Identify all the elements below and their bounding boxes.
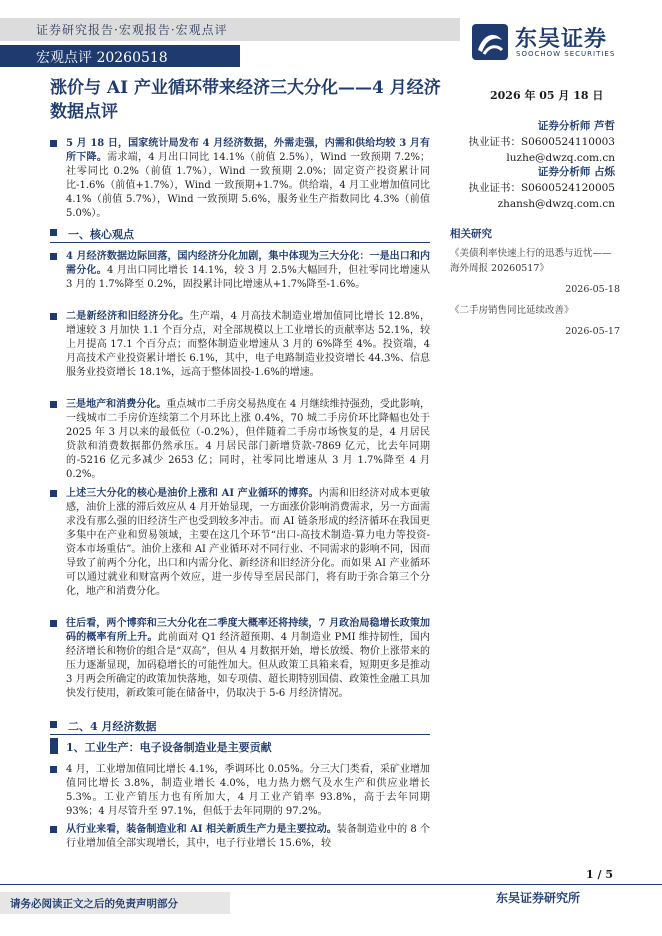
bullet-square-icon (50, 229, 57, 236)
bullet-square-icon (50, 826, 57, 833)
company-logo (470, 22, 620, 64)
related-research (450, 227, 620, 339)
analyst-1 (465, 118, 615, 166)
related-item[interactable]: 《美债利率快速上行的迅悉与近忧——海外周报 20260517》 (450, 248, 612, 274)
disclaimer-text[interactable]: 请务必阅读正文之后的免责声明部分 (10, 898, 178, 910)
bullet-square-icon (50, 490, 57, 497)
industry-paragraph: 4 月，工业增加值同比增长 4.1%，季调环比 0.05%。分三大门类看，采矿业增加值同比增长 3.8%，制造业增长 4.0%，电力热力燃气及水生产和供应业增长 5.3%。工业产销压力也有所加大，4 月工业产销率 93.8%，高于去年同期 93%；4 月尽管升至 97.1%，但低于去年同期的 97.2%。 (50, 763, 430, 819)
core-paragraph: 二是新经济和旧经济分化。生产端，4 月高技术制造业增加值同比增长 12.8%，增速较 3 月加快 1.1 个百分点，对全部规模以上工业增长的贡献率达 52.1%，较上月提高 17.1 个百分点；而整体制造业增速从 3 月的 6%降至 4%。投资端，4 月高技术产业投资累计增长 6.1%，其中，电子电路制造业投资增长 44.3%、信息服务业投资增长 18.1%，远高于整体固投-1.6%的增速。 (50, 310, 430, 380)
bullet-square-icon (50, 253, 57, 260)
analyst-role: 证券分析师 占烁 (537, 166, 615, 178)
report-type-band (0, 45, 240, 67)
core-paragraph: 4 月经济数据边际回落，国内经济分化加剧，集中体现为三大分化：一是出口和内需分化。4 月出口同比增长 14.1%，较 3 月 2.5%大幅回升，但社零同比增速从 3 月的 1.7%降至 0.2%，固投累计同比增速从+1.7%降至-1.6%。 (50, 250, 430, 292)
heading-bar-icon (50, 738, 58, 754)
related-date: 2026-05-17 (565, 326, 620, 337)
bullet-square-icon (50, 401, 57, 408)
analyst-email[interactable]: luzhe@dwzq.com.cn (506, 152, 615, 164)
report-title: 涨价与 AI 产业循环带来经济三大分化——4 月经济数据点评 (50, 78, 441, 122)
core-paragraph: 三是地产和消费分化。重点城市二手房交易热度在 4 月继续维持强劲，受此影响，一线城市二手房价连续第二个月环比上涨 0.4%，70 城二手房价环比降幅也处于 2025 年 3 月以来的最低位（-0.2%），但伴随着二手房市场恢复的是，4 月居民贷款和消费数据都仍然承压。4 月居民部门新增贷款-7869 亿元，比去年同期的-5216 亿元多减少 2653 亿；同时，社零同比增速从 3 月 1.7%降至 4 月 0.2%。 (50, 398, 430, 482)
related-item[interactable]: 《二手房销售同比延续改善》 (450, 305, 574, 316)
disclaimer-band (0, 892, 230, 914)
bullet-square-icon (50, 140, 57, 147)
report-type: 宏观点评 20260518 (36, 50, 168, 66)
report-date: 2026 年 05 月 18 日 (490, 89, 604, 102)
analyst-cert: 执业证书：S0600524110003 (468, 136, 615, 148)
analyst-2 (465, 164, 615, 212)
section-heading: 二、4 月经济数据 (50, 716, 430, 735)
analyst-email[interactable]: zhansh@dwzq.com.cn (497, 198, 615, 210)
logo-text-en: SOOCHOW SECURITIES (516, 50, 616, 58)
related-date: 2026-05-18 (565, 284, 620, 295)
breadcrumb-band (0, 18, 460, 41)
bullet-square-icon (50, 313, 57, 320)
analyst-role: 证券分析师 芦哲 (537, 120, 615, 132)
core-paragraph: 往后看，两个博弈和三大分化在二季度大概率还将持续，7 月政治局稳增长政策加码的概率有所上升。此前面对 Q1 经济超预期、4 月制造业 PMI 维持韧性，国内经济增长和物价的组合是“双高”，但从 4 月数据开始，增长放缓、物价上涨带来的压力逐渐显现，加码稳增长的可能性加大。但从政策工具箱来看，短期更多是推动 3 月两会所确定的政策加快落地，如专项债、超长期特别国债、政策性金融工具加快发行使用，新政策可能在储备中，仍取决于 5-6 月经济情况。 (50, 617, 430, 701)
subsection-heading: 1、工业生产：电子设备制造业是主要贡献 (50, 738, 430, 756)
logo-text-cn: 东吴证券 (515, 27, 608, 52)
page-number: 1 / 5 (586, 868, 613, 881)
bullet-square-icon (50, 721, 57, 728)
analyst-cert: 执业证书：S0600524120005 (468, 182, 615, 194)
logo-mark-icon (470, 22, 510, 62)
core-paragraph: 上述三大分化的核心是油价上涨和 AI 产业循环的博弈。内需和旧经济对成本更敏感，油价上涨的滞后效应从 4 月开始显现，一方面涨价影响消费需求，另一方面需求没有那么强的旧经济生产也受到较多冲击。而 AI 链条形成的经济循环在我国更多集中在产业和贸易领域，主要在这几个环节“出口-高技术制造-算力电力等投资-资本市场重估”。油价上涨和 AI 产业循环对不同行业、不同需求的影响不同，因而导致了前两个分化，出口和内需分化、新经济和旧经济分化。而如果 AI 产业循环可以通过就业和财富两个效应，进一步传导至居民部门，将有助于弥合第三个分化，地产和消费分化。 (50, 487, 430, 599)
footer-company: 东吴证券研究所 (496, 891, 581, 905)
section-heading: 一、核心观点 (50, 224, 430, 243)
breadcrumb: 证券研究报告·宏观报告·宏观点评 (36, 23, 228, 37)
bullet-square-icon (50, 620, 57, 627)
footer-divider (0, 884, 662, 885)
intro-paragraph: 5 月 18 日，国家统计局发布 4 月经济数据，外需走强，内需和供给均较 3 月有所下降。需求端，4 月出口同比 14.1%（前值 2.5%），Wind 一致预期 7.2%；社零同比 0.2%（前值 1.7%），Wind 一致预期 2.0%；固定资产投资累计同比-1.6%（前值+1.7%），Wind 一致预期+1.7%。供给端，4 月工业增加值同比 4.1%（前值 5.7%），Wind 一致预期 5.6%，服务业生产指数同比 4.3%（前值 5.0%）。 (50, 137, 430, 221)
related-heading: 相关研究 (450, 228, 492, 240)
industry-paragraph: 从行业来看，装备制造业和 AI 相关新质生产力是主要拉动。装备制造业中的 8 个行业增加值全部实现增长，其中，电子行业增长 15.6%，较 (50, 823, 430, 851)
bullet-square-icon (50, 766, 57, 773)
